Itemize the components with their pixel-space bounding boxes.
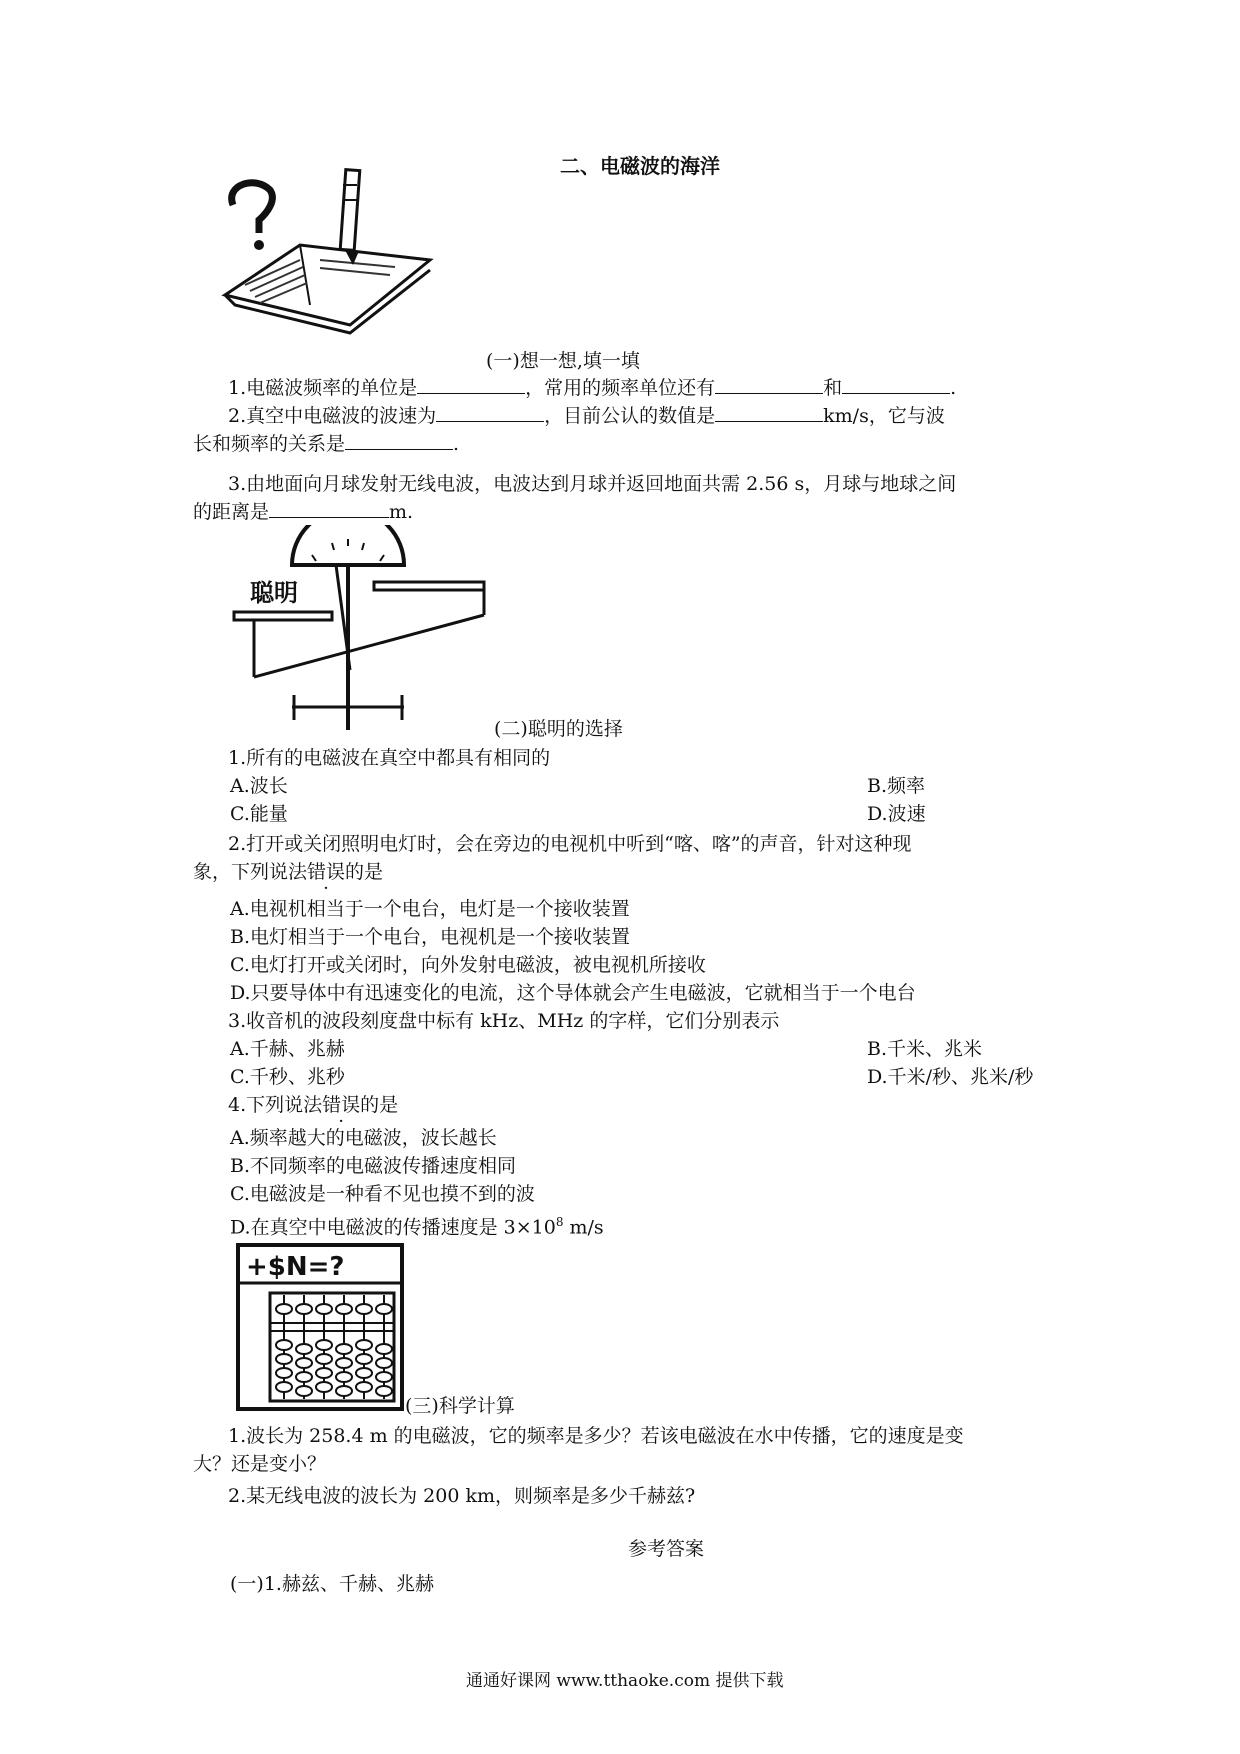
option-2-2-b[interactable]: B.电灯相当于一个电台，电视机是一个接收装置 (230, 926, 631, 948)
abacus-bead (316, 1354, 332, 1364)
abacus-bead (296, 1386, 312, 1396)
abacus-bead (276, 1368, 292, 1378)
abacus-bead (356, 1354, 372, 1364)
abacus-bead (316, 1340, 332, 1350)
option-2-4-d[interactable]: D.在真空中电磁波的传播速度是 $3\times 10^8$ m/s (230, 1215, 604, 1239)
abacus-bead (296, 1358, 312, 1368)
abacus-bead (316, 1382, 332, 1392)
section-heading-calc: (三)科学计算 (405, 1395, 515, 1417)
question-1-3: 3.由地面向月球发射无线电波，电波达到月球并返回地面共需 2.56 s，月球与地球之间 (228, 473, 957, 495)
abacus-bead (276, 1354, 292, 1364)
option-2-3-c[interactable]: C.千秒、兆秒 (230, 1066, 345, 1088)
abacus-bead (336, 1372, 352, 1382)
option-2-2-c[interactable]: C.电灯打开或关闭时，向外发射电磁波，被电视机所接收 (230, 954, 706, 976)
abacus-bead (276, 1340, 292, 1350)
answer-blank[interactable] (436, 403, 544, 422)
abacus-bead (316, 1304, 332, 1314)
section-heading-fill-in: (一)想一想,填一填 (486, 350, 640, 372)
book-pencil-illustration (215, 165, 445, 335)
option-2-1-b[interactable]: B.频率 (867, 775, 926, 797)
answer-blank[interactable] (842, 375, 950, 394)
abacus-bead (356, 1382, 372, 1392)
abacus-bead (376, 1358, 392, 1368)
abacus-bead (316, 1368, 332, 1378)
option-2-3-d[interactable]: D.千米/秒、兆米/秒 (867, 1066, 1034, 1088)
abacus-bead (376, 1372, 392, 1382)
abacus-illustration (236, 1243, 406, 1413)
question-2-3: 3.收音机的波段刻度盘中标有 kHz、MHz 的字样，它们分别表示 (228, 1010, 780, 1032)
question-1-2-cont: 长和频率的关系是 . (193, 433, 460, 455)
question-2-2-cont: 象，下列说法错误的是 (193, 861, 384, 883)
question-2-1: 1.所有的电磁波在真空中都具有相同的 (228, 747, 551, 769)
option-2-1-a[interactable]: A.波长 (230, 775, 288, 797)
question-2-2: 2.打开或关闭照明电灯时，会在旁边的电视机中听到“喀、喀”的声音，针对这种现 (228, 833, 912, 855)
abacus-bead (356, 1340, 372, 1350)
abacus-bead (356, 1368, 372, 1378)
answer-1: (一)1.赫兹、千赫、兆赫 (230, 1573, 434, 1595)
balance-scale-illustration (232, 525, 502, 730)
emphasis-text: 错误 (322, 1094, 361, 1116)
abacus-bead (296, 1304, 312, 1314)
option-2-3-b[interactable]: B.千米、兆米 (867, 1038, 983, 1060)
question-2-4: 4.下列说法错误的是 (228, 1094, 399, 1116)
abacus-bead (336, 1344, 352, 1354)
abacus-bead (376, 1304, 392, 1314)
abacus-bead (356, 1304, 372, 1314)
balance-label: 聪明 (250, 579, 298, 607)
option-2-2-a[interactable]: A.电视机相当于一个电台，电灯是一个接收装置 (230, 898, 630, 920)
answer-blank[interactable] (417, 375, 525, 394)
abacus-bead (376, 1386, 392, 1396)
option-2-2-d[interactable]: D.只要导体中有迅速变化的电流，这个导体就会产生电磁波，它就相当于一个电台 (230, 982, 916, 1004)
question-1-3-cont: 的距离是 m. (193, 501, 414, 523)
option-2-4-c[interactable]: C.电磁波是一种看不见也摸不到的波 (230, 1183, 535, 1205)
answer-blank[interactable] (715, 375, 823, 394)
section-heading-choice: (二)聪明的选择 (494, 718, 623, 740)
abacus-bead (276, 1304, 292, 1314)
option-2-4-a[interactable]: A.频率越大的电磁波，波长越长 (230, 1127, 497, 1149)
answer-blank[interactable] (715, 403, 823, 422)
option-2-3-a[interactable]: A.千赫、兆赫 (230, 1038, 345, 1060)
abacus-bead (276, 1382, 292, 1392)
abacus-bead (336, 1358, 352, 1368)
question-3-1-cont: 大？还是变小？ (193, 1453, 327, 1475)
abacus-bead (336, 1304, 352, 1314)
question-1-1: 1.电磁波频率的单位是 ，常用的频率单位还有 和 . (228, 377, 957, 399)
question-1-2: 2.真空中电磁波的波速为 ，目前公认的数值是 km/s，它与波 (228, 405, 945, 427)
abacus-bead (376, 1344, 392, 1354)
emphasis-text: 错误 (307, 861, 346, 883)
question-3-2: 2.某无线电波的波长为 200 km，则频率是多少千赫兹? (228, 1485, 696, 1507)
page-title: 二、电磁波的海洋 (560, 154, 720, 178)
abacus-bead (296, 1344, 312, 1354)
option-2-1-d[interactable]: D.波速 (867, 803, 926, 825)
option-2-4-b[interactable]: B.不同频率的电磁波传播速度相同 (230, 1155, 517, 1177)
option-2-1-c[interactable]: C.能量 (230, 803, 288, 825)
footer-text: 通通好课网 www.tthaoke.com 提供下载 (466, 1671, 784, 1691)
abacus-bead (296, 1372, 312, 1382)
abacus-bead (336, 1386, 352, 1396)
answer-blank[interactable] (269, 499, 389, 518)
question-3-1: 1.波长为 258.4 m 的电磁波，它的频率是多少？若该电磁波在水中传播，它的速度是变 (228, 1425, 964, 1447)
answer-blank[interactable] (345, 431, 453, 450)
calc-label: +$N=? (246, 1252, 345, 1282)
answers-heading: 参考答案 (628, 1538, 705, 1560)
